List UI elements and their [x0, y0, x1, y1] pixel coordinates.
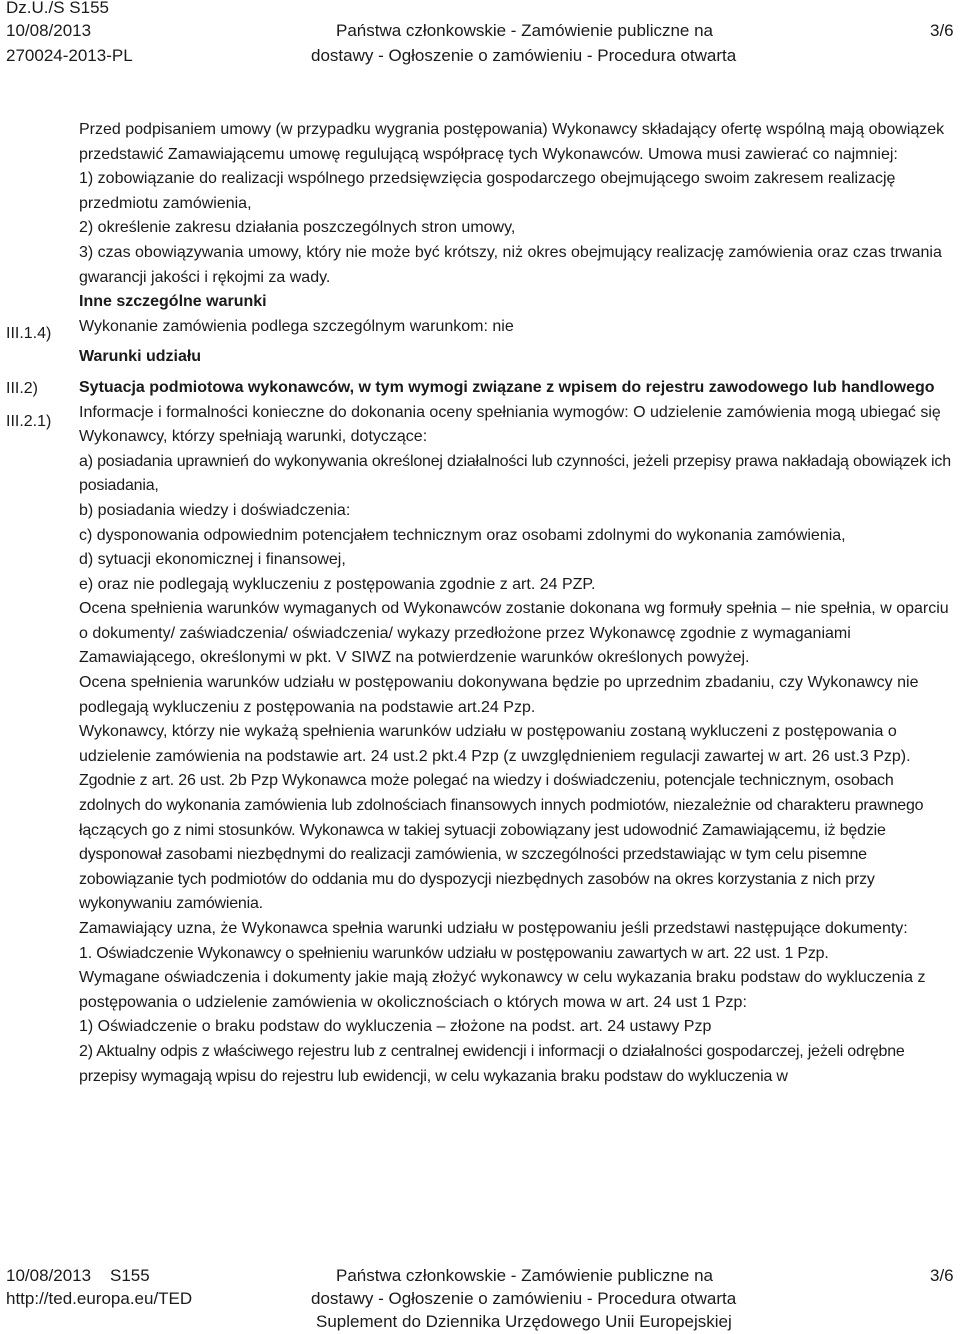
- footer-page-number: 3/6: [930, 1266, 954, 1285]
- header-series: Dz.U./S S155: [6, 0, 109, 17]
- footer-title-line-2: dostawy - Ogłoszenie o zamówieniu - Procedura otwarta: [311, 1289, 737, 1308]
- header-date: 10/08/2013: [6, 21, 92, 40]
- footer-url: http://ted.europa.eu/TED: [6, 1289, 193, 1308]
- paragraph: Zamawiający uzna, że Wykonawca spełnia warunki udziału w postępowaniu jeśli przedstawi następujące dokumenty:: [79, 920, 908, 937]
- paragraph: e) oraz nie podlegają wykluczeniu z postępowania zgodnie z art. 24 PZP.: [79, 575, 596, 593]
- paragraph: Ocena spełnienia warunków wymaganych od Wykonawców zostanie dokonana wg formuły spełnia – nie spełnia, w oparciu o dokumenty/ zaświadczenia/ oświadczenia/ wykazy przedłożone przez Wykonawcę zgodnie z wymaganiami Zamawiającego, określonymi w pkt. V SIWZ na potwierdzenie warunków określonych powyżej.: [79, 600, 949, 667]
- paragraph: Informacje i formalności konieczne do dokonania oceny spełniania wymogów: O udzielenie zamówienia mogą ubiegać się Wykonawcy, którzy spełniają warunki, dotyczące:: [79, 403, 941, 446]
- paragraph: Wykonanie zamówienia podlega szczególnym warunkom: nie: [79, 317, 514, 335]
- header-title-line-2: dostawy - Ogłoszenie o zamówieniu - Procedura otwarta: [311, 46, 737, 65]
- paragraph: 2) Aktualny odpis z właściwego rejestru lub z centralnej ewidencji i informacji o działalności gospodarczej, jeżeli odrębne przepisy wymagają wpisu do rejestru lub ewidencji, w celu wykazania braku podstaw do wykluczenia w: [79, 1042, 905, 1085]
- paragraph: a) posiadania uprawnień do wykonywania określonej działalności lub czynności, jeżeli przepisy prawa nakładają obowiązek ich posiadania,: [79, 452, 951, 495]
- section-number-warunki-udzialu: III.2): [6, 380, 39, 397]
- section-heading-warunki-udzialu: Warunki udziału: [79, 348, 202, 366]
- paragraph: 1) Oświadczenie o braku podstaw do wykluczenia – złożone na podst. art. 24 ustawy Pzp: [79, 1018, 712, 1036]
- header-notice-id: 270024-2013-PL: [6, 46, 133, 65]
- document-body: [79, 118, 959, 1089]
- paragraph: 1. Oświadczenie Wykonawcy o spełnieniu warunków udziału w postępowaniu zawartych w art. 22 ust. 1 Pzp.: [79, 944, 829, 962]
- footer-title-line-1: Państwa członkowskie - Zamówienie publiczne na: [336, 1266, 714, 1285]
- footer-date-series: 10/08/2013 S155: [6, 1266, 150, 1285]
- section-heading-sytuacja: Sytuacja podmiotowa wykonawców, w tym wymogi związane z wpisem do rejestru zawodowego lub handlowego: [79, 378, 935, 396]
- paragraph: Ocena spełnienia warunków udziału w postępowaniu dokonywana będzie po uprzednim zbadaniu, czy Wykonawcy nie podlegają wykluczeniu z postępowania na podstawie art.24 Pzp.: [79, 674, 919, 716]
- paragraph: Zgodnie z art. 26 ust. 2b Pzp Wykonawca może polegać na wiedzy i doświadczeniu, potencjale technicznym, osobach zdolnych do wykonania zamówienia lub zdolnościach finansowych innych podmiotów, niezależnie od charakteru prawnego łączących go z nimi stosunków. Wykonawca w takiej sytuacji zobowiązany jest udowodnić Zamawiającemu, iż będzie dysponował zasobami niezbędnymi do realizacji zamówienia, w szczególności przedstawiając w tym celu pisemne zobowiązanie tych podmiotów do oddania mu do dyspozycji niezbędnych zasobów na okres korzystania z nich przy wykonywaniu zamówienia.: [79, 772, 924, 913]
- paragraph: 2) określenie zakresu działania poszczególnych stron umowy,: [79, 219, 516, 237]
- paragraph: 1) zobowiązanie do realizacji wspólnego przedsięwzięcia gospodarczego obejmującego swoim zakresem realizację przedmiotu zamówienia,: [79, 170, 896, 212]
- header-page-number: 3/6: [930, 21, 954, 40]
- paragraph: c) dysponowania odpowiednim potencjałem technicznym oraz osobami zdolnymi do wykonania zamówienia,: [79, 526, 846, 544]
- paragraph: Przed podpisaniem umowy (w przypadku wygrania postępowania) Wykonawcy składający ofertę wspólną mają obowiązek przedstawić Zamawiającemu umowę regulującą współpracę tych Wykonawców. Umowa musi zawierać co najmniej:: [79, 121, 945, 163]
- section-heading-inne-warunki: Inne szczególne warunki: [79, 293, 267, 311]
- paragraph: 3) czas obowiązywania umowy, który nie może być krótszy, niż okres obejmujący realizację zamówienia oraz czas trwania gwarancji jakości i rękojmi za wady.: [79, 243, 942, 286]
- paragraph: d) sytuacji ekonomicznej i finansowej,: [79, 551, 346, 569]
- paragraph: Wymagane oświadczenia i dokumenty jakie mają złożyć wykonawcy w celu wykazania braku podstaw do wykluczenia z postępowania o udzielenie zamówienia w okolicznościach o których mowa w art. 24 ust 1 Pzp:: [79, 969, 926, 1011]
- paragraph: b) posiadania wiedzy i doświadczenia:: [79, 501, 351, 519]
- section-number-inne-warunki: III.1.4): [6, 325, 52, 342]
- footer-title-line-3: Suplement do Dziennika Urzędowego Unii Europejskiej: [316, 1312, 732, 1331]
- section-number-sytuacja: III.2.1): [6, 413, 52, 430]
- header-title-line-1: Państwa członkowskie - Zamówienie publiczne na: [336, 21, 714, 40]
- paragraph: Wykonawcy, którzy nie wykażą spełnienia warunków udziału w postępowaniu zostaną wykluczeni z postępowania o udzielenie zamówienia na podstawie art. 24 ust.2 pkt.4 Pzp (z uwzględnieniem regulacji zawartej w art. 26 ust.3 Pzp).: [79, 723, 911, 765]
